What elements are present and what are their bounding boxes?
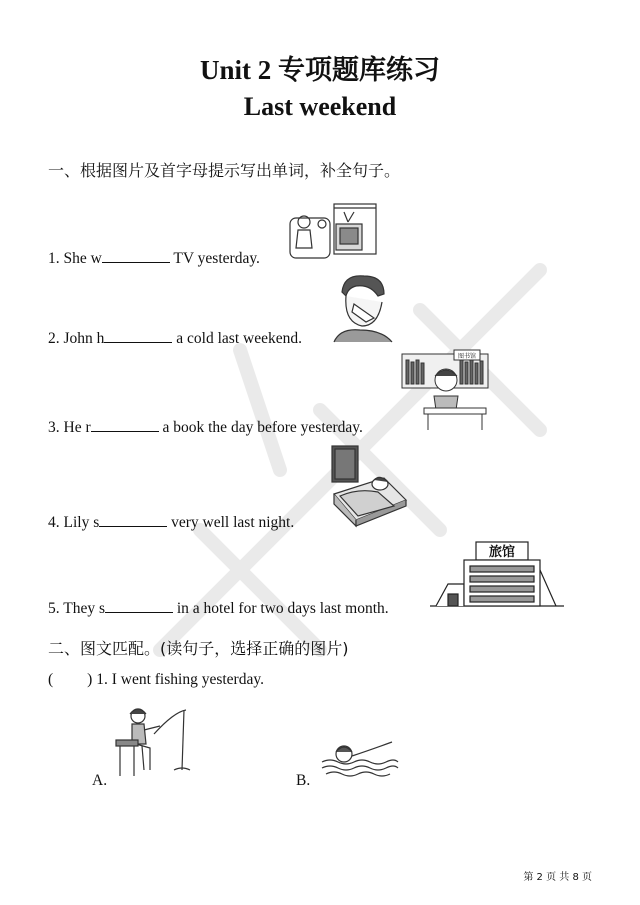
question-5: 5. They s in a hotel for two days last month.: [48, 600, 389, 617]
section2-heading: 二、图文匹配。(读句子，选择正确的图片): [48, 639, 349, 658]
sneezing-man-picture: [330, 272, 396, 342]
option-b-label[interactable]: B.: [296, 772, 311, 789]
question-3: 3. He r a book the day before yesterday.: [48, 419, 363, 436]
watching-tv-picture: [284, 200, 380, 268]
question-1: 1. She w TV yesterday.: [48, 250, 260, 267]
answer-blank-4[interactable]: [99, 512, 167, 527]
answer-blank-1[interactable]: [102, 248, 170, 263]
page-subtitle: Last weekend: [243, 92, 397, 121]
library-sign-text: 图书馆: [457, 353, 477, 360]
hotel-building-picture: [430, 540, 564, 608]
answer-blank-2[interactable]: [104, 328, 172, 343]
sleeping-girl-picture: [328, 444, 408, 526]
swimming-girl-picture: [320, 736, 398, 778]
fishing-boy-picture: [114, 704, 190, 782]
section1-heading: 一、根据图片及首字母提示写出单词，补全句子。: [48, 161, 401, 180]
question-4: 4. Lily s very well last night.: [48, 514, 295, 531]
hotel-sign-text: 旅馆: [488, 545, 516, 560]
answer-blank-3[interactable]: [91, 417, 159, 432]
answer-blank-5[interactable]: [105, 598, 173, 613]
question-2: 2. John h a cold last weekend.: [48, 330, 302, 347]
page-title: Unit 2 专项题库练习: [199, 55, 440, 85]
match-question-1: ( ) 1. I went fishing yesterday.: [48, 671, 264, 688]
reading-library-picture: [400, 350, 490, 432]
option-a-label[interactable]: A.: [92, 772, 108, 789]
page-footer: 第 2 页 共 8 页: [523, 872, 592, 883]
